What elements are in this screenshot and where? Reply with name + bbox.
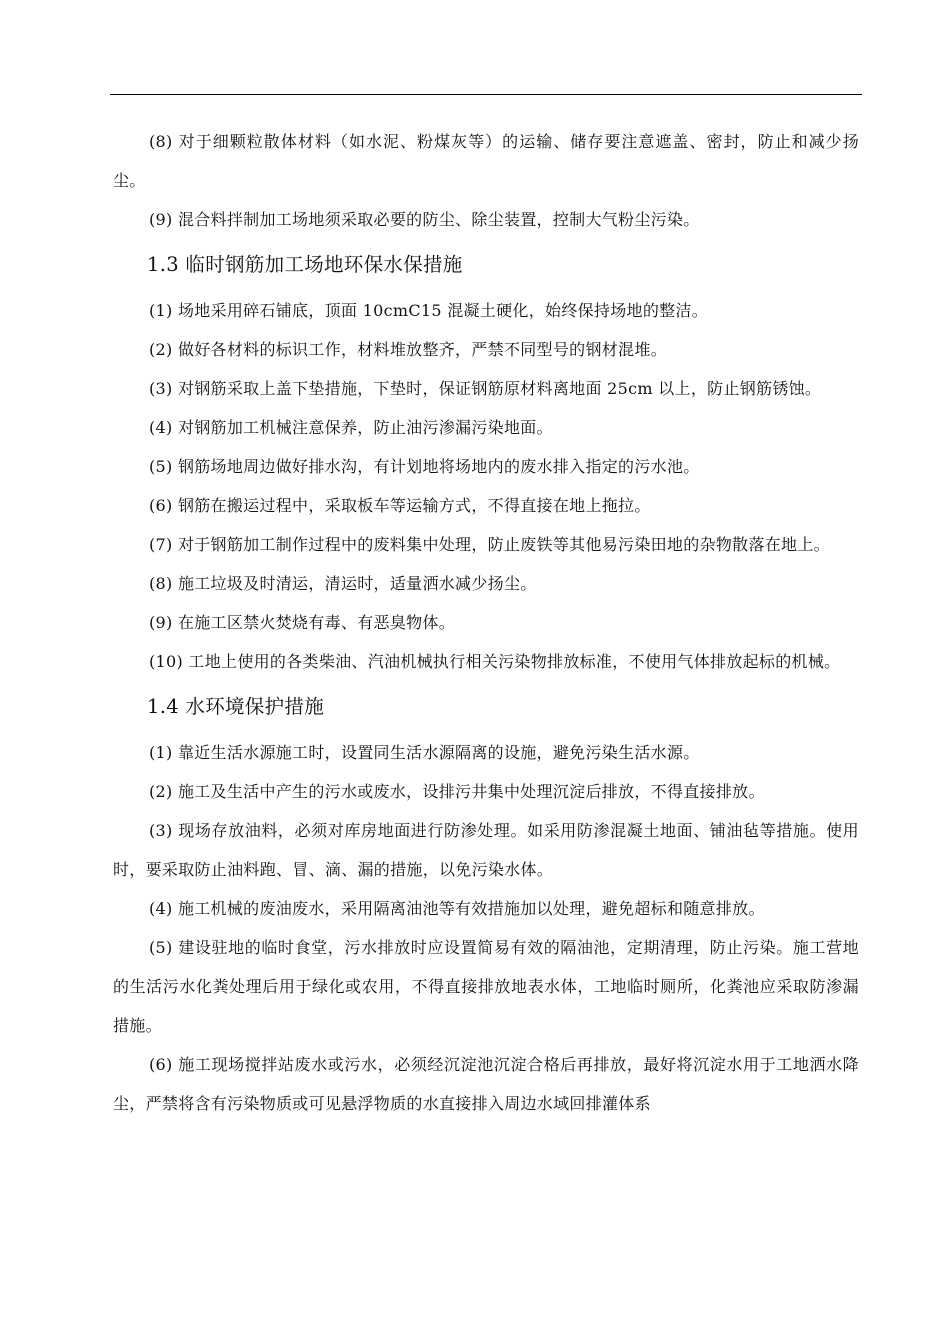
section-heading: 1.4 水环境保护措施 xyxy=(147,695,325,718)
paragraph: (2) 施工及生活中产生的污水或废水，设排污井集中处理沉淀后排放，不得直接排放。 xyxy=(149,782,765,801)
section-continuation xyxy=(113,122,859,239)
paragraph: (1) 场地采用碎石铺底，顶面 10cmC15 混凝土硬化，始终保持场地的整洁。 xyxy=(149,301,709,320)
paragraph: (4) 施工机械的废油废水，采用隔离油池等有效措施加以处理，避免超标和随意排放。 xyxy=(149,899,765,918)
section-1-4 xyxy=(113,687,859,1123)
section-1-3 xyxy=(113,245,859,681)
paragraph: (2) 做好各材料的标识工作，材料堆放整齐，严禁不同型号的钢材混堆。 xyxy=(149,340,667,359)
section-heading: 1.3 临时钢筋加工场地环保水保措施 xyxy=(147,253,463,276)
paragraph: (10) 工地上使用的各类柴油、汽油机械执行相关污染物排放标准，不使用气体排放起标的机械。 xyxy=(149,652,841,671)
paragraph: (5) 钢筋场地周边做好排水沟，有计划地将场地内的废水排入指定的污水池。 xyxy=(149,457,700,476)
paragraph: (5) 建设驻地的临时食堂，污水排放时应设置简易有效的隔油池，定期清理，防止污染。施工营地的生活污水化粪处理后用于绿化或农用，不得直接排放地表水体，工地临时厕所，化粪池应采取防渗漏措施。 xyxy=(113,938,859,1035)
paragraph: (7) 对于钢筋加工制作过程中的废料集中处理，防止废铁等其他易污染田地的杂物散落在地上。 xyxy=(149,535,830,554)
paragraph: (9) 在施工区禁火焚烧有毒、有恶臭物体。 xyxy=(149,613,456,632)
paragraph: (1) 靠近生活水源施工时，设置同生活水源隔离的设施，避免污染生活水源。 xyxy=(149,743,700,762)
paragraph: (4) 对钢筋加工机械注意保养，防止油污渗漏污染地面。 xyxy=(149,418,553,437)
paragraph: (8) 施工垃圾及时清运，清运时，适量洒水减少扬尘。 xyxy=(149,574,537,593)
document-body xyxy=(113,122,859,1123)
paragraph: (3) 对钢筋采取上盖下垫措施，下垫时，保证钢筋原材料离地面 25cm 以上，防止钢筋锈蚀。 xyxy=(149,379,822,398)
paragraph: (3) 现场存放油料，必须对库房地面进行防渗处理。如采用防渗混凝土地面、铺油毡等措施。使用时，要采取防止油料跑、冒、滴、漏的措施，以免污染水体。 xyxy=(113,821,859,879)
header-rule xyxy=(110,94,862,95)
paragraph: (6) 钢筋在搬运过程中，采取板车等运输方式，不得直接在地上拖拉。 xyxy=(149,496,651,515)
paragraph: (9) 混合料拌制加工场地须采取必要的防尘、除尘装置，控制大气粉尘污染。 xyxy=(149,210,700,229)
paragraph: (8) 对于细颗粒散体材料（如水泥、粉煤灰等）的运输、储存要注意遮盖、密封，防止和减少扬尘。 xyxy=(113,132,859,190)
paragraph: (6) 施工现场搅拌站废水或污水，必须经沉淀池沉淀合格后再排放，最好将沉淀水用于工地洒水降尘，严禁将含有污染物质或可见悬浮物质的水直接排入周边水域回排灌体系 xyxy=(113,1055,859,1113)
